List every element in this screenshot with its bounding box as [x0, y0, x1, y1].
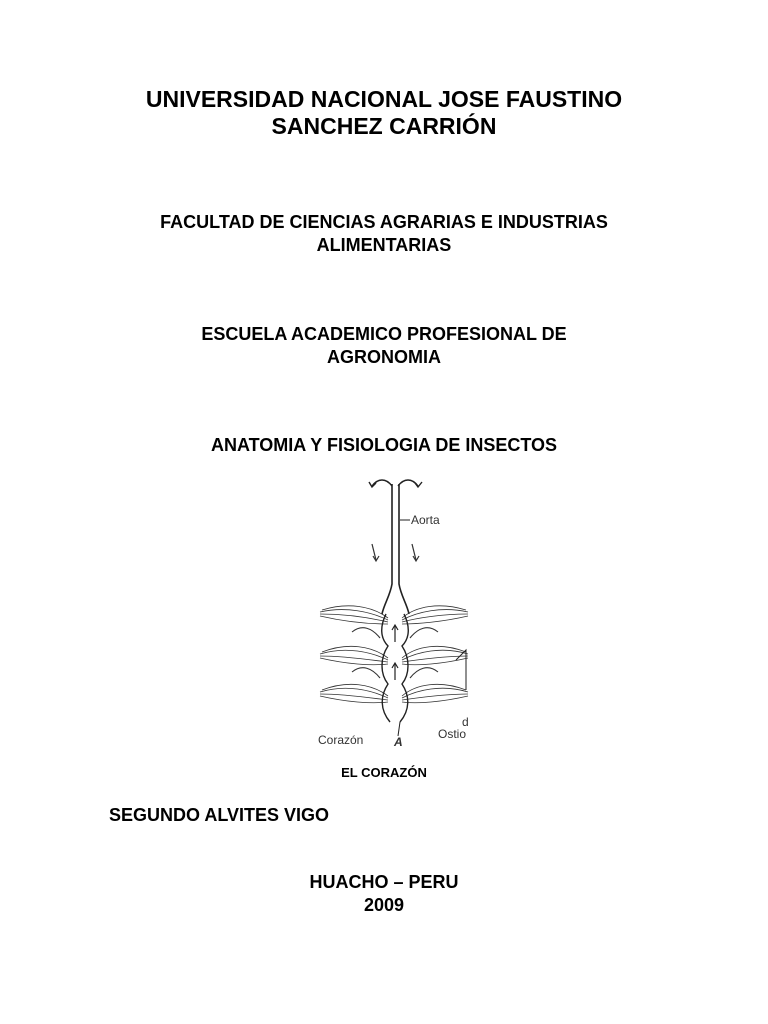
place: HUACHO – PERU: [309, 872, 459, 892]
aorta-tube: [382, 484, 409, 614]
school-name: [0, 323, 768, 369]
place-and-year: [300, 871, 468, 917]
school-name-line2: AGRONOMIA: [327, 347, 441, 367]
figure-caption: EL CORAZÓN: [341, 765, 427, 780]
faculty-name-line1: FACULTAD DE CIENCIAS AGRARIAS E INDUSTRIAS: [160, 212, 608, 232]
figure-letter-a: A: [394, 735, 403, 749]
university-name-line1: UNIVERSIDAD NACIONAL JOSE FAUSTINO: [145, 86, 623, 112]
ostio-label: Ostio: [438, 727, 467, 741]
author-name: SEGUNDO ALVITES VIGO: [109, 805, 330, 825]
aorta-label: Aorta: [411, 513, 440, 527]
course-title: ANATOMIA Y FISIOLOGIA DE INSECTOS: [210, 435, 558, 455]
year: 2009: [363, 895, 405, 915]
faculty-name-line2: ALIMENTARIAS: [316, 235, 452, 255]
faculty-name: [0, 211, 768, 257]
internal-flow-arrows: [392, 625, 398, 680]
school-name-line1: ESCUELA ACADEMICO PROFESIONAL DE: [201, 324, 567, 344]
university-name-line2: SANCHEZ CARRIÓN: [271, 113, 497, 139]
corazon-label: Corazón: [318, 733, 364, 747]
university-name: [0, 86, 768, 140]
top-flow-arrows: [369, 480, 422, 487]
ostio-label-d: d: [462, 715, 469, 729]
side-flow-arrows: [372, 544, 419, 561]
ostio-leader-line: [398, 722, 400, 736]
alary-muscles: [320, 606, 468, 703]
heart-diagram-figure: [316, 474, 472, 750]
